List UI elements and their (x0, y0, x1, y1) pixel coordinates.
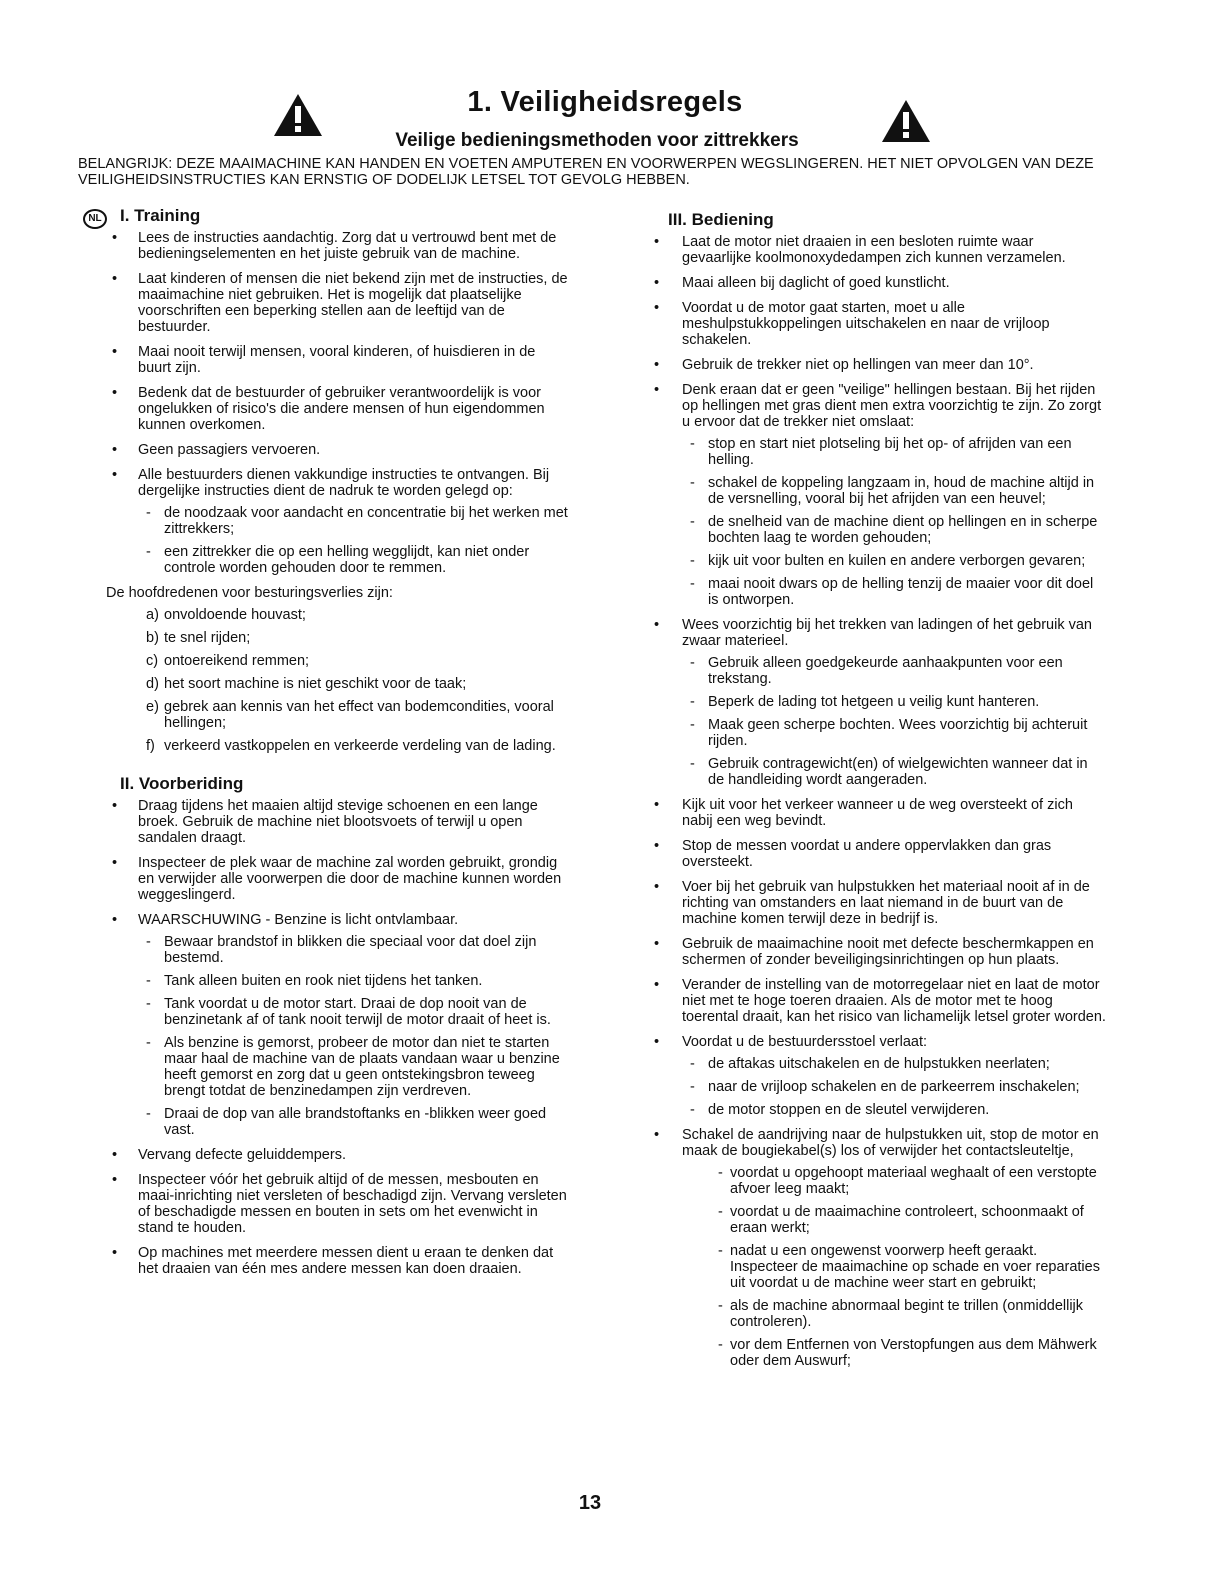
list-item (106, 912, 568, 1138)
list-item: • Voordat u de motor gaat starten, moet u alle meshulpstukkoppelingen uitschakelen en naar de vrijloop schakelen. (652, 300, 1106, 348)
list-item: • Gebruik de trekker niet op hellingen van meer dan 10°. (652, 357, 1106, 373)
list-item: • Maai nooit terwijl mensen, vooral kinderen, of huisdieren in de buurt zijn. (106, 344, 568, 376)
list-item: b) te snel rijden; (146, 630, 251, 646)
sub-list (138, 934, 568, 1138)
list-item: • Voer bij het gebruik van hulpstukken het materiaal nooit af in de richting van omstanders en laat niemand in de buurt van de machine komen terwijl deze in bedrijf is. (652, 879, 1106, 927)
list-item: • Maai alleen bij daglicht of goed kunstlicht. (652, 275, 1106, 291)
sub-list-item: - Draai de dop van alle brandstoftanks en -blikken weer goed vast. (138, 1106, 568, 1138)
sub-list-item: - schakel de koppeling langzaam in, houd de machine altijd in de versnelling, vooral bij het afrijden van een heuvel; (682, 475, 1106, 507)
page-subtitle: Veilige bedieningsmethoden voor zittrekkers (395, 130, 799, 151)
sub-list-item: - de aftakas uitschakelen en de hulpstukken neerlaten; (682, 1056, 1106, 1072)
list-item-text: Schakel de aandrijving naar de hulpstukken uit, stop de motor en maak de bougiekabel(s) los of verwijder het contactsleuteltje, (682, 1127, 1099, 1159)
sub-list-item: - voordat u opgehoopt materiaal weghaalt of een verstopte afvoer leeg maakt; (682, 1165, 1106, 1197)
list-item: • Kijk uit voor het verkeer wanneer u de weg oversteekt of zich nabij een weg bevindt. (652, 797, 1106, 829)
sub-list-item: - maai nooit dwars op de helling tenzij de maaier voor dit doel is ontworpen. (682, 576, 1106, 608)
right-column (652, 212, 1106, 1378)
causes-list (106, 607, 568, 754)
sub-list-item: - Maak geen scherpe bochten. Wees voorzichtig bij achteruit rijden. (682, 717, 1106, 749)
voorbereiding-list (106, 798, 568, 1277)
section-heading-voorbereiding: II. Voorberiding (120, 774, 244, 793)
sub-list (682, 1056, 1106, 1118)
list-item (652, 382, 1106, 608)
sub-list-item: - Gebruik alleen goedgekeurde aanhaakpunten voor een trekstang. (682, 655, 1106, 687)
sub-list-item: - Bewaar brandstof in blikken die speciaal voor dat doel zijn bestemd. (138, 934, 568, 966)
list-item (652, 1034, 1106, 1118)
section-heading-training: I. Training (120, 206, 201, 225)
sub-list-item: - als de machine abnormaal begint te trillen (onmiddellijk controleren). (682, 1298, 1106, 1330)
list-item: • Gebruik de maaimachine nooit met defecte beschermkappen en schermen of zonder beveiligingsinrichtingen op hun plaats. (652, 936, 1106, 968)
list-item: • Laat de motor niet draaien in een besloten ruimte waar gevaarlijke koolmonoxydedampen zich kunnen verzamelen. (652, 234, 1106, 266)
page-title: 1. Veiligheidsregels (467, 86, 743, 118)
list-item-text: Voordat u de bestuurdersstoel verlaat: (682, 1034, 928, 1050)
list-item: • Geen passagiers vervoeren. (106, 442, 568, 458)
sub-list-item: - voordat u de maaimachine controleert, schoonmaakt of eraan werkt; (682, 1204, 1106, 1236)
important-notice: BELANGRIJK: DEZE MAAIMACHINE KAN HANDEN EN VOETEN AMPUTEREN EN VOORWERPEN WEGSLINGEREN. HET NIET OPVOLGEN VAN DEZE VEILIGHEIDSINSTRUCTIES KAN ERNSTIG OF DODELIJK LETSEL TOT GEVOLG HEBBEN. (78, 156, 1094, 188)
sub-list-item: - Tank alleen buiten en rook niet tijdens het tanken. (138, 973, 568, 989)
list-item: • Stop de messen voordat u andere oppervlakken dan gras oversteekt. (652, 838, 1106, 870)
list-item: f) verkeerd vastkoppelen en verkeerde verdeling van de lading. (146, 738, 556, 754)
list-item-text: WAARSCHUWING - Benzine is licht ontvlambaar. (138, 912, 459, 928)
sub-list-item: - Beperk de lading tot hetgeen u veilig kunt hanteren. (682, 694, 1106, 710)
sub-list (682, 1165, 1106, 1369)
list-item-text: Alle bestuurders dienen vakkundige instructies te ontvangen. Bij dergelijke instructies dient de nadruk te worden gelegd op: (138, 467, 550, 499)
causes-intro: De hoofdredenen voor besturingsverlies zijn: (106, 585, 393, 601)
sub-list-item: - Gebruik contragewicht(en) of wielgewichten wanneer dat in de handleiding wordt aangeraden. (682, 756, 1106, 788)
list-item: • Draag tijdens het maaien altijd stevige schoenen en een lange broek. Gebruik de machine niet blootsvoets of terwijl u open sandalen draagt. (106, 798, 568, 846)
sub-list-item: - de snelheid van de machine dient op hellingen en in scherpe bochten laag te worden gehouden; (682, 514, 1106, 546)
left-column (106, 208, 568, 1286)
page-number: 13 (578, 1492, 602, 1514)
sub-list (682, 436, 1106, 608)
sub-list-item: - naar de vrijloop schakelen en de parkeerrem inschakelen; (682, 1079, 1106, 1095)
sub-list-item: - de motor stoppen en de sleutel verwijderen. (682, 1102, 1106, 1118)
list-item: e) gebrek aan kennis van het effect van bodemcondities, vooral hellingen; (146, 699, 554, 731)
list-item-text: Wees voorzichtig bij het trekken van ladingen of het gebruik van zwaar materieel. (682, 617, 1093, 649)
sub-list-item: - kijk uit voor bulten en kuilen en andere verborgen gevaren; (682, 553, 1106, 569)
list-item: a) onvoldoende houvast; (146, 607, 306, 623)
section-heading-bediening: III. Bediening (668, 210, 774, 229)
training-list (106, 230, 568, 576)
list-item: • Inspecteer vóór het gebruik altijd of de messen, mesbouten en maai-inrichting niet versleten of beschadigd zijn. Vervang versleten of beschadigde messen en bouten in sets om het evenwicht in stand te houden. (106, 1172, 568, 1236)
list-item: • Inspecteer de plek waar de machine zal worden gebruikt, grondig en verwijder alle voorwerpen die door de machine kunnen worden weggeslingerd. (106, 855, 568, 903)
list-item: • Op machines met meerdere messen dient u eraan te denken dat het draaien van één mes andere messen kan doen draaien. (106, 1245, 568, 1277)
sub-list-item: - Als benzine is gemorst, probeer de motor dan niet te starten maar haal de machine van de plaats vandaan waar u benzine heeft gemorst en zorg dat u geen ontstekingsbron teweeg brengt totdat de benzinedampen zijn verdreven. (138, 1035, 568, 1099)
sub-list (682, 655, 1106, 788)
list-item: • Bedenk dat de bestuurder of gebruiker verantwoordelijk is voor ongelukken of risico's die andere mensen of hun eigendommen kunnen overkomen. (106, 385, 568, 433)
list-item (652, 1127, 1106, 1369)
list-item: c) ontoereikend remmen; (146, 653, 310, 669)
list-item-text: Denk eraan dat er geen "veilige" hellingen bestaan. Bij het rijden op hellingen met gras dient men extra voorzichtig te zijn. Zo zorgt u ervoor dat de trekker niet omslaat: (682, 382, 1102, 430)
sub-list-item: - nadat u een ongewenst voorwerp heeft geraakt. Inspecteer de maaimachine op schade en voer reparaties uit voordat u de machine weer start en gebruikt; (682, 1243, 1106, 1291)
language-badge: NL (83, 209, 107, 229)
sub-list-item: - een zittrekker die op een helling wegglijdt, kan niet onder controle worden gehouden door te remmen. (138, 544, 568, 576)
list-item: • Lees de instructies aandachtig. Zorg dat u vertrouwd bent met de bedieningselementen en het juiste gebruik van de machine. (106, 230, 568, 262)
list-item: • Verander de instelling van de motorregelaar niet en laat de motor niet met te hoge toeren draaien. Als de motor met te hoog toerental draait, kan het risico van lichamelijk letsel groter worden. (652, 977, 1106, 1025)
list-item: • Laat kinderen of mensen die niet bekend zijn met de instructies, de maaimachine niet gebruiken. Het is mogelijk dat plaatselijke voorschriften een beperking stellen aan de leeftijd van de bestuurder. (106, 271, 568, 335)
sub-list-item: - stop en start niet plotseling bij het op- of afrijden van een helling. (682, 436, 1106, 468)
list-item: d) het soort machine is niet geschikt voor de taak; (146, 676, 467, 692)
list-item (652, 617, 1106, 788)
sub-list (138, 505, 568, 576)
sub-list-item: - Tank voordat u de motor start. Draai de dop nooit van de benzinetank af of tank nooit terwijl de motor draait of heet is. (138, 996, 568, 1028)
bediening-list (652, 234, 1106, 1369)
sub-list-item: - de noodzaak voor aandacht en concentratie bij het werken met zittrekkers; (138, 505, 568, 537)
sub-list-item: - vor dem Entfernen von Verstopfungen aus dem Mähwerk oder dem Auswurf; (682, 1337, 1106, 1369)
list-item: • Vervang defecte geluiddempers. (106, 1147, 568, 1163)
list-item (106, 467, 568, 576)
